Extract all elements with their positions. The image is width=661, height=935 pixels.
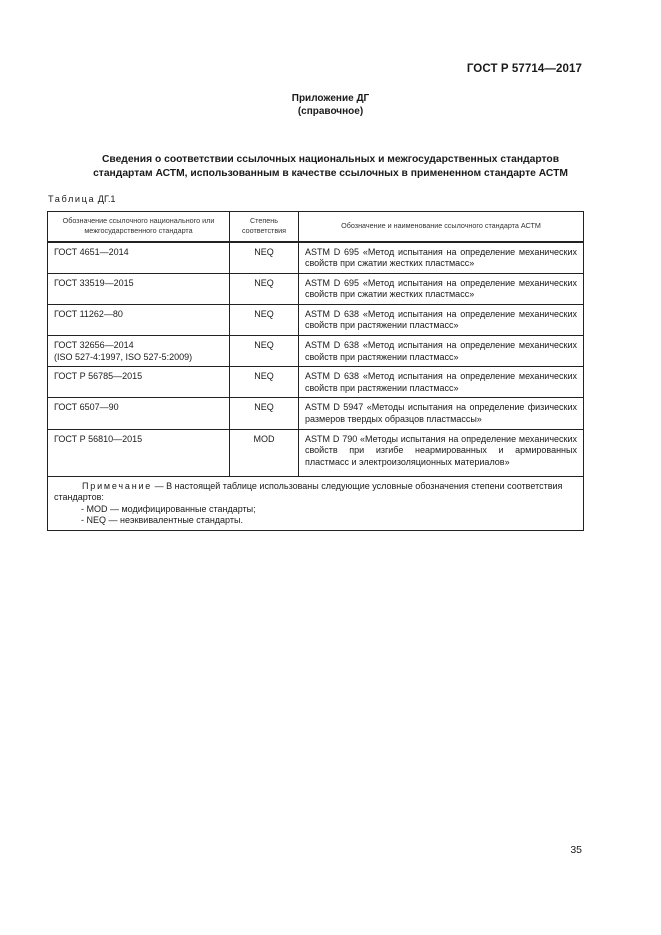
table-note-row — [48, 476, 584, 530]
table-row — [48, 367, 584, 398]
cell-degree: NEQ — [230, 304, 299, 335]
table-row — [48, 242, 584, 274]
cell-standard: ГОСТ 11262—80 — [48, 304, 230, 335]
cell-astm: ASTM D 638 «Метод испытания на определение механических свойств при растяжении пластмасс» — [299, 367, 584, 398]
document-code-header: ГОСТ Р 57714—2017 — [466, 63, 582, 75]
cell-degree: NEQ — [230, 367, 299, 398]
table-row — [48, 429, 584, 476]
section-title — [40, 153, 621, 181]
table-caption-number: ДГ.1 — [97, 194, 116, 204]
cell-degree: NEQ — [230, 398, 299, 429]
cell-astm: ASTM D 790 «Методы испытания на определение механических свойств при изгибе неармированных и армированных пластмасс и электроизоляционных материалов» — [299, 429, 584, 476]
note-item-mod: - MOD — модифицированные стандарты; — [81, 503, 256, 514]
cell-standard: ГОСТ 4651—2014 — [48, 242, 230, 274]
table-row — [48, 336, 584, 367]
cell-astm: ASTM D 638 «Метод испытания на определение механических свойств при растяжении пластмасс» — [299, 336, 584, 367]
header-degree: Степень соответствия — [230, 212, 299, 242]
note-label: Примечание — [82, 480, 153, 491]
note-paragraph — [54, 481, 577, 504]
cell-standard: ГОСТ 6507—90 — [48, 398, 230, 429]
table-row — [48, 273, 584, 304]
note-text: — В настоящей таблице использованы следующие условные обозначения степени соответствия стандартов: — [54, 480, 563, 503]
cell-astm: ASTM D 5947 «Методы испытания на определение физических размеров твердых образцов пластмассы» — [299, 398, 584, 429]
header-standard: Обозначение ссылочного национального или межгосударственного стандарта — [48, 212, 230, 242]
table-header-row — [48, 212, 584, 242]
table-note — [48, 476, 584, 530]
header-astm: Обозначение и наименование ссылочного стандарта АСТМ — [299, 212, 584, 242]
correspondence-table — [47, 211, 584, 531]
cell-degree: MOD — [230, 429, 299, 476]
appendix-name: Приложение ДГ — [291, 93, 370, 104]
table-row — [48, 304, 584, 335]
cell-astm: ASTM D 695 «Метод испытания на определение механических свойств при сжатии жестких пластмасс» — [299, 273, 584, 304]
table-row — [48, 398, 584, 429]
standard-iso-reference: (ISO 527-4:1997, ISO 527-5:2009) — [54, 351, 193, 362]
cell-standard: ГОСТ Р 56810—2015 — [48, 429, 230, 476]
cell-degree: NEQ — [230, 336, 299, 367]
cell-astm: ASTM D 695 «Метод испытания на определение механических свойств при сжатии жестких пластмасс» — [299, 242, 584, 274]
cell-standard — [48, 336, 230, 367]
cell-standard: ГОСТ 33519—2015 — [48, 273, 230, 304]
appendix-type: (справочное) — [297, 106, 364, 117]
appendix-title — [0, 92, 661, 118]
page-number: 35 — [570, 844, 582, 856]
cell-astm: ASTM D 638 «Метод испытания на определение механических свойств при растяжении пластмасс» — [299, 304, 584, 335]
cell-degree: NEQ — [230, 242, 299, 274]
cell-standard: ГОСТ Р 56785—2015 — [48, 367, 230, 398]
cell-degree: NEQ — [230, 273, 299, 304]
section-title-line-2: стандартам АСТМ, использованным в качестве ссылочных в примененном стандарте АСТМ — [93, 168, 568, 179]
section-title-line-1: Сведения о соответствии ссылочных национальных и межгосударственных стандартов — [101, 154, 560, 165]
table-caption — [48, 194, 116, 204]
note-item-neq: - NEQ — неэквивалентные стандарты. — [81, 515, 243, 526]
standard-designation: ГОСТ 32656—2014 — [54, 340, 134, 351]
table-caption-word: Таблица — [48, 194, 96, 204]
